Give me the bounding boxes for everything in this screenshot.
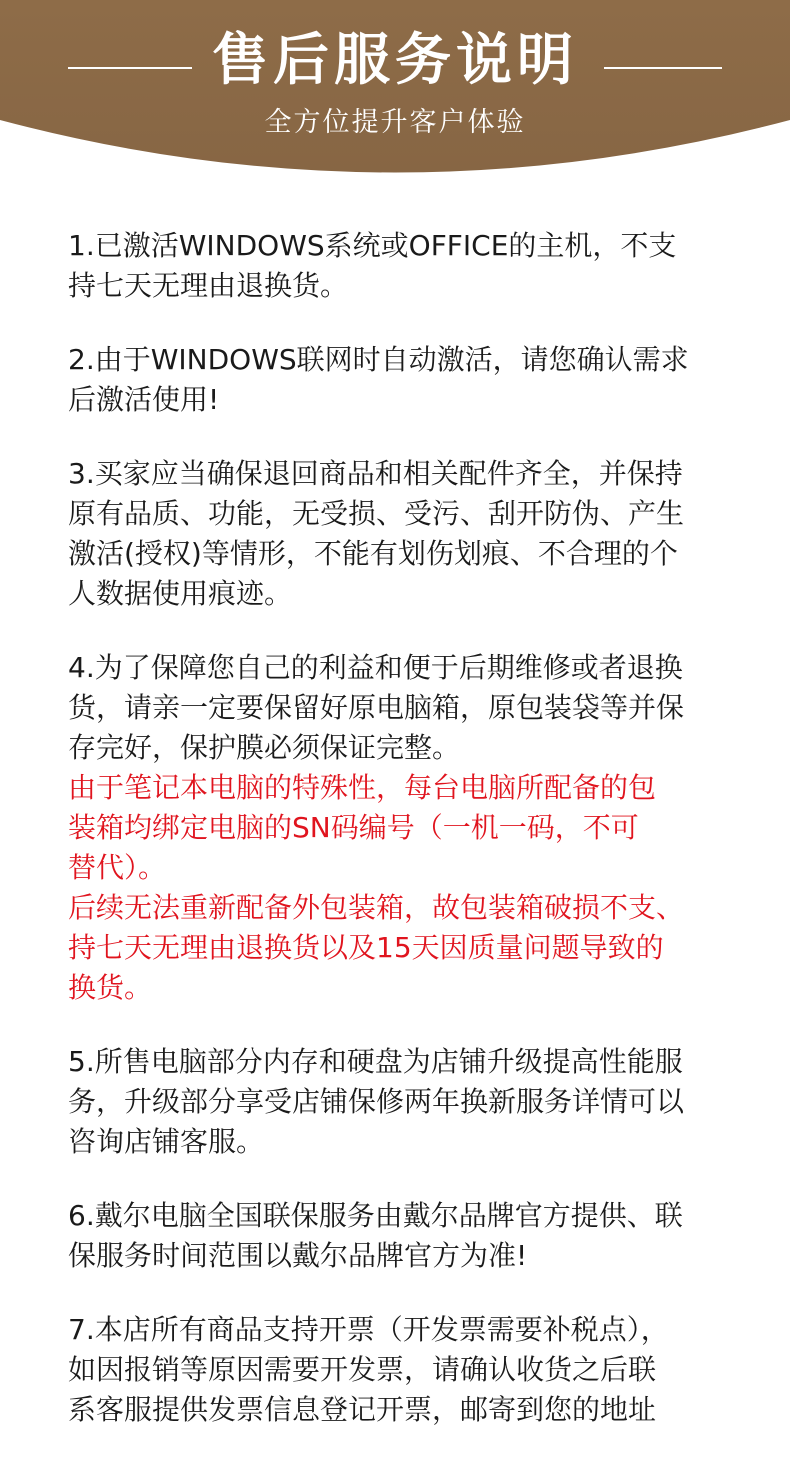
header-banner — [0, 0, 790, 175]
term-3: 3.买家应当确保退回商品和相关配件齐全，并保持 原有品质、功能，无受损、受污、刮开防伪、产生 激活(授权)等情形，不能有划伤划痕、不合理的个 人数据使用痕迹。 — [68, 457, 685, 610]
term-4-notice-packaging: 由于笔记本电脑的特殊性，每台电脑所配备的包 装箱均绑定电脑的SN码编号（一机一码，不可 替代）。 — [68, 771, 657, 884]
term-6: 6.戴尔电脑全国联保服务由戴尔品牌官方提供、联 保服务时间范围以戴尔品牌官方为准! — [68, 1199, 683, 1272]
term-5: 5.所售电脑部分内存和硬盘为店铺升级提高性能服 务，升级部分享受店铺保修两年换新服务详情可以 咨询店铺客服。 — [68, 1045, 685, 1158]
term-4-notice-return: 后续无法重新配备外包装箱，故包装箱破损不支、 持七天无理由退换货以及15天因质量问题导致的 换货。 — [68, 891, 685, 1004]
title-divider-right — [604, 67, 722, 69]
term-1: 1.已激活WINDOWS系统或OFFICE的主机，不支 持七天无理由退换货。 — [68, 229, 677, 302]
page-title: 售后服务说明 — [212, 28, 578, 93]
term-4: 4.为了保障您自己的利益和便于后期维修或者退换 货，请亲一定要保留好原电脑箱，原包装袋等并保 存完好，保护膜必须保证完整。 — [68, 651, 685, 764]
term-2: 2.由于WINDOWS联网时自动激活，请您确认需求 后激活使用! — [68, 343, 689, 416]
page-subtitle: 全方位提升客户体验 — [264, 107, 526, 138]
service-terms — [68, 226, 758, 1464]
term-7: 7.本店所有商品支持开票（开发票需要补税点）， 如因报销等原因需要开发票，请确认收货之后联 系客服提供发票信息登记开票，邮寄到您的地址 — [68, 1313, 669, 1426]
